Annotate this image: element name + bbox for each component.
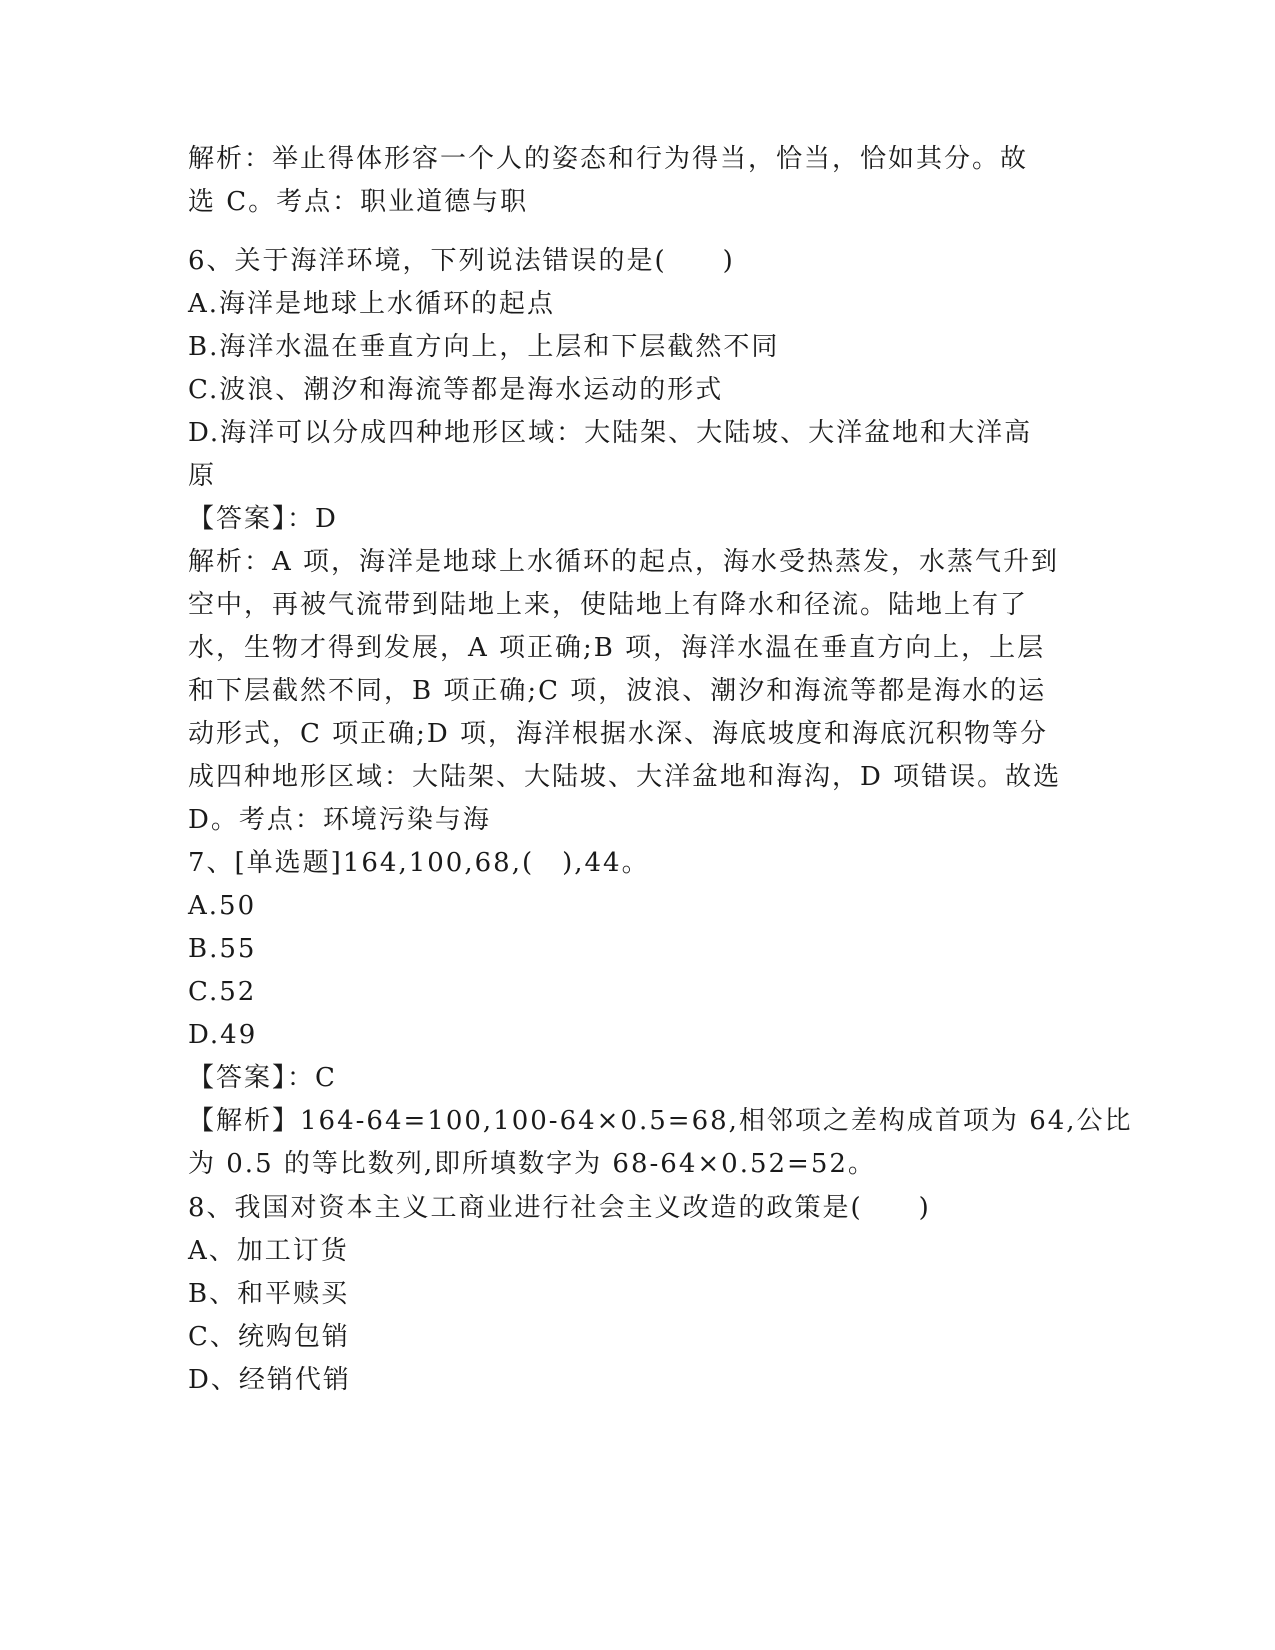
question-text: 7、[单选题]164,100,68,( ),44。 <box>188 848 650 878</box>
analysis-line: 为 0.5 的等比数列,即所填数字为 68-64×0.52=52。 <box>188 1149 876 1179</box>
answer: 【答案】：C <box>188 1063 337 1093</box>
analysis-line: 解析：A 项，海洋是地球上水循环的起点，海水受热蒸发，水蒸气升到 <box>188 547 1060 577</box>
analysis-line: 选 C。考点：职业道德与职 <box>188 187 529 217</box>
question-8 <box>188 1187 1088 1402</box>
analysis-line: 和下层截然不同，B 项正确;C 项，波浪、潮汐和海流等都是海水的运 <box>188 676 1047 706</box>
analysis-line: 解析：举止得体形容一个人的姿态和行为得当，恰当，恰如其分。故 <box>188 144 1029 174</box>
option: A、加工订货 <box>188 1236 349 1266</box>
option: D、经销代销 <box>188 1365 351 1395</box>
option: A.50 <box>188 891 257 921</box>
analysis-line: 空中，再被气流带到陆地上来，使陆地上有降水和径流。陆地上有了 <box>188 590 1029 620</box>
question-7 <box>188 842 1133 1186</box>
option: C.波浪、潮汐和海流等都是海水运动的形式 <box>188 375 724 405</box>
option: B.55 <box>188 934 257 964</box>
option: B.海洋水温在垂直方向上，上层和下层截然不同 <box>188 332 780 362</box>
option: C.52 <box>188 977 257 1007</box>
option: C、统购包销 <box>188 1322 350 1352</box>
option: 原 <box>188 461 217 491</box>
question-text: 8、我国对资本主义工商业进行社会主义改造的政策是( ) <box>188 1193 931 1223</box>
question-6 <box>188 240 1088 842</box>
option: D.49 <box>188 1020 258 1050</box>
option: B、和平赎买 <box>188 1279 350 1309</box>
prev-analysis <box>188 138 1088 224</box>
question-text: 6、关于海洋环境，下列说法错误的是( ) <box>188 246 735 276</box>
analysis-line: 动形式，C 项正确;D 项，海洋根据水深、海底坡度和海底沉积物等分 <box>188 719 1049 749</box>
analysis-line: 【解析】164-64=100,100-64×0.5=68,相邻项之差构成首项为 64,公比 <box>188 1106 1133 1136</box>
analysis-line: 成四种地形区域：大陆架、大陆坡、大洋盆地和海沟，D 项错误。故选 <box>188 762 1062 792</box>
analysis-line: D。考点：环境污染与海 <box>188 805 491 835</box>
option: A.海洋是地球上水循环的起点 <box>188 289 556 319</box>
analysis-line: 水，生物才得到发展，A 项正确;B 项，海洋水温在垂直方向上，上层 <box>188 633 1046 663</box>
answer: 【答案】：D <box>188 504 338 534</box>
option: D.海洋可以分成四种地形区域：大陆架、大陆坡、大洋盆地和大洋高 <box>188 418 1033 448</box>
